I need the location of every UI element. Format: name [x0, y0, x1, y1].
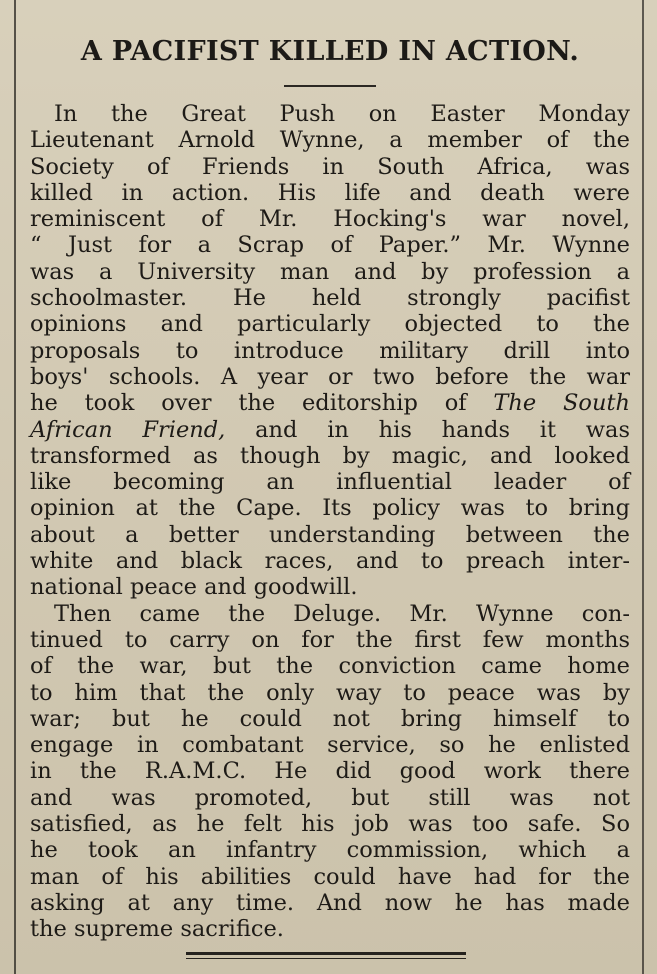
article-line: killed in action. His life and death were [30, 179, 630, 206]
article-line: Society of Friends in South Africa, was [30, 153, 630, 180]
article-line: was a University man and by profession a [30, 258, 630, 285]
article-line: reminiscent of Mr. Hocking's war novel, [30, 206, 630, 233]
article-line-text: he took over the editorship of [30, 390, 467, 417]
article-body [30, 101, 630, 943]
article-line: schoolmaster. He held strongly pacifist [30, 285, 630, 312]
article-line: to him that the only way to peace was by [30, 679, 630, 706]
article-line [30, 390, 630, 416]
article-line: engage in combatant service, so he enlisted [30, 732, 630, 759]
article-line: like becoming an influential leader of [30, 469, 630, 496]
column-border-left [14, 0, 16, 974]
article-line [30, 417, 630, 443]
article-line: white and black races, and to preach inter- [30, 548, 630, 575]
article-line: Then came the Deluge. Mr. Wynne con- [54, 600, 630, 627]
article-line: war; but he could not bring himself to [30, 705, 630, 732]
article-line: proposals to introduce military drill into [30, 337, 630, 364]
article-line: asking at any time. And now he has made [30, 889, 630, 916]
column-border-right [642, 0, 644, 974]
article-line: Lieutenant Arnold Wynne, a member of the [30, 127, 630, 154]
newspaper-title-italic: The South [493, 390, 630, 417]
bottom-rule [186, 952, 466, 955]
article-column [30, 28, 630, 943]
article-line: he took an infantry commission, which a [30, 837, 630, 864]
article-line: boys' schools. A year or two before the war [30, 363, 630, 390]
headline-rule [284, 85, 376, 87]
article-line: opinion at the Cape. Its policy was to bring [30, 495, 630, 522]
article-line: tinued to carry on for the first few months [30, 626, 630, 653]
article-line: In the Great Push on Easter Monday [54, 101, 630, 127]
article-line: transformed as though by magic, and looked [30, 442, 630, 469]
article-line: about a better understanding between the [30, 521, 630, 548]
article-line: national peace and goodwill. [30, 574, 358, 601]
article-line: and was promoted, but still was not [30, 784, 630, 811]
headline: A PACIFIST KILLED IN ACTION. [80, 36, 580, 67]
article-line: satisfied, as he felt his job was too safe. So [30, 811, 630, 838]
bottom-rule-thin [186, 958, 466, 959]
article-line: in the R.A.M.C. He did good work there [30, 758, 630, 785]
article-line: “ Just for a Scrap of Paper.” Mr. Wynne [30, 232, 630, 259]
article-line: the supreme sacrifice. [30, 916, 284, 943]
newspaper-title-italic: African Friend, [30, 416, 226, 443]
article-line-text: and in his hands it was [255, 416, 631, 443]
article-line: man of his abilities could have had for the [30, 863, 630, 890]
article-line: opinions and particularly objected to the [30, 311, 630, 338]
article-line: of the war, but the conviction came home [30, 653, 630, 680]
